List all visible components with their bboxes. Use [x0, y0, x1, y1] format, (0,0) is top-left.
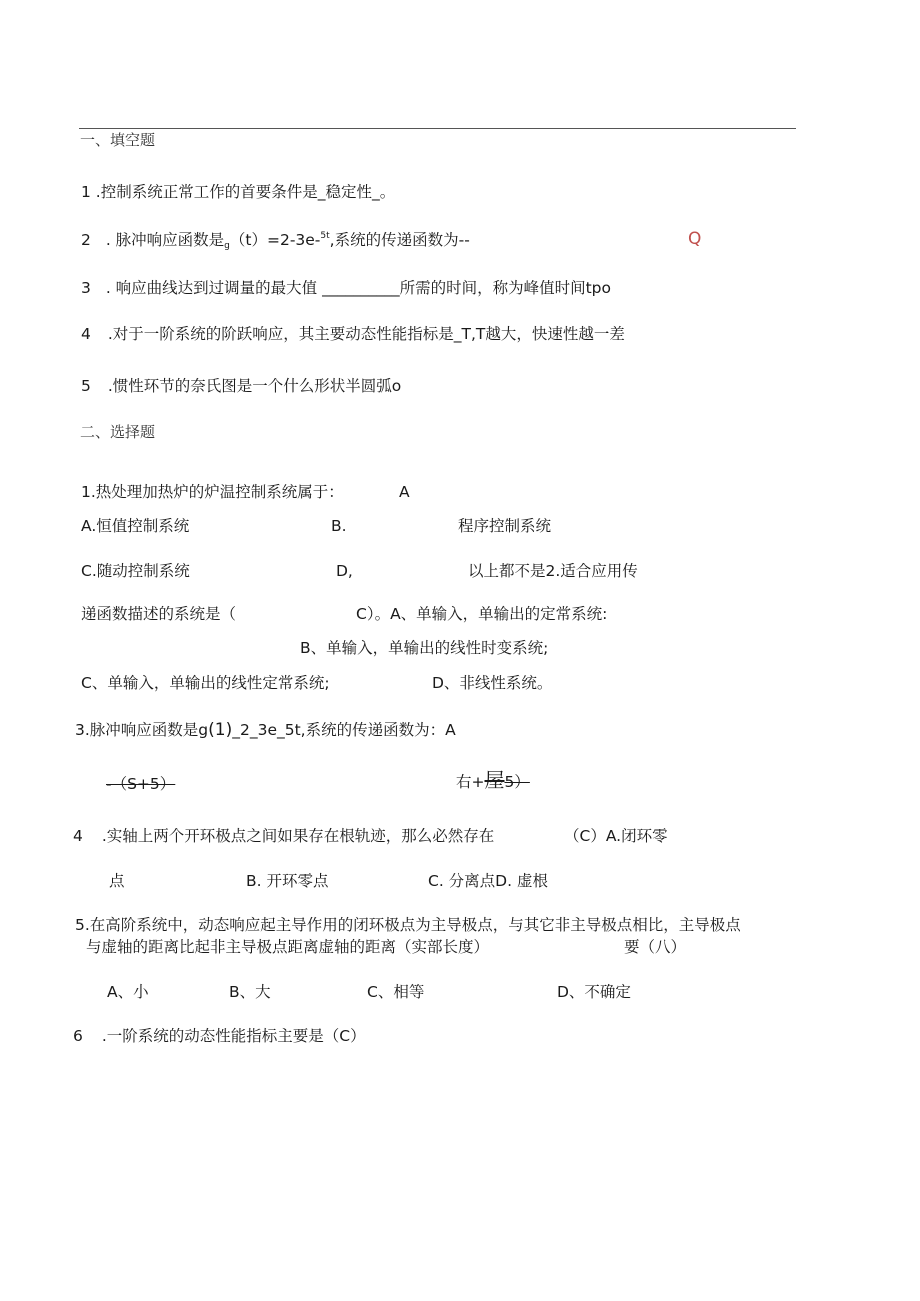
choice-q1-stem: 1.热处理加热炉的炉温控制系统属于： [81, 483, 344, 501]
choice-q4-option-cd: C. 分离点D. 虚根 [428, 872, 548, 890]
fill-q2-exponent: 5t [320, 231, 330, 241]
choice-q2-line1-a: 递函数描述的系统是（ [81, 605, 237, 623]
choice-q1-option-d-text: 以上都不是2.适合应用传 [468, 562, 638, 580]
choice-q3-text-a: 3.脉冲响应函数是g [75, 721, 209, 739]
choice-q4-option-b: B. 开环零点 [246, 872, 329, 890]
choice-q3-text-c: _2_3e_5t,系统的传递函数为：A [232, 721, 456, 739]
choice-q2-line2: B、单输入，单输出的线性时变系统; [300, 639, 549, 657]
choice-q1-option-b-text: 程序控制系统 [458, 517, 552, 535]
choice-q6-number: 6 [73, 1027, 83, 1045]
fill-question-5 [81, 379, 401, 395]
choice-q4-number: 4 [73, 827, 83, 845]
fill-q5-number: 5 [81, 377, 91, 395]
choice-question-4 [73, 829, 494, 845]
fill-q2-text-b: （t）=2-3e- [229, 231, 321, 249]
header-rule [79, 128, 796, 129]
choice-q3-option-2-a: 右+ [456, 773, 485, 791]
fill-question-4 [81, 327, 625, 343]
choice-q5-line1: 5.在高阶系统中，动态响应起主导作用的闭环极点为主导极点，与其它非主导极点相比，主导极点 [75, 916, 741, 934]
choice-q3-option-2-c: 5） [504, 773, 530, 791]
choice-q3-option-2-b: 屋 [484, 768, 505, 792]
fill-q2-text-c: ,系统的传递函数为-- [329, 231, 470, 249]
fill-question-1: 1 .控制系统正常工作的首要条件是_稳定性_。 [81, 183, 396, 201]
fill-q4-number: 4 [81, 325, 91, 343]
choice-q5-tail: 要（八） [624, 938, 687, 956]
fill-q2-mark: Q [688, 229, 702, 249]
fill-q2-number: 2 [81, 231, 91, 249]
fill-q3-number: 3 [81, 279, 91, 297]
choice-q6-text: .一阶系统的动态性能指标主要是（C） [101, 1027, 366, 1045]
choice-q1-option-c: C.随动控制系统 [81, 562, 190, 580]
choice-q3-option-1: -（S+5） [106, 775, 176, 793]
choice-q1-option-b-letter: B. [331, 517, 347, 535]
fill-q4-text: .对于一阶系统的阶跃响应，其主要动态性能指标是_T,T越大，快速性越一差 [107, 325, 625, 343]
choice-q1-answer: A [399, 483, 410, 501]
choice-q3-text-b: (1) [208, 720, 233, 740]
choice-q5-option-b: B、大 [229, 983, 271, 1001]
choice-q5-option-d: D、不确定 [557, 983, 631, 1001]
fill-q5-text: .惯性环节的奈氏图是一个什么形状半圆弧o [107, 377, 402, 395]
choice-question-6 [73, 1029, 366, 1045]
fill-q2-text-a: . 脉冲响应函数是 [105, 231, 225, 249]
fill-question-2 [81, 232, 470, 251]
choice-question-3 [75, 722, 456, 739]
choice-q5-option-a: A、小 [107, 983, 149, 1001]
choice-q2-line3-a: C、单输入，单输出的线性定常系统; [81, 674, 330, 692]
choice-q4-tail: （C）A.闭环零 [564, 827, 668, 845]
choice-q1-option-a: A.恒值控制系统 [81, 517, 190, 535]
fill-question-3 [81, 281, 611, 297]
choice-q4-option-a: 点 [109, 872, 125, 890]
choice-q4-text: .实轴上两个开环极点之间如果存在根轨迹，那么必然存在 [101, 827, 495, 845]
section-title-choice: 二、选择题 [80, 423, 156, 441]
fill-q2-g: g [224, 241, 230, 251]
choice-q5-option-c: C、相等 [367, 983, 425, 1001]
choice-q1-option-d-letter: D, [336, 562, 353, 580]
choice-q5-line2: 与虚轴的距离比起非主导极点距离虚轴的距离（实部长度） [86, 938, 490, 956]
choice-q2-line3-b: D、非线性系统。 [432, 674, 553, 692]
fill-q3-text: . 响应曲线达到过调量的最大值 __________所需的时间，称为峰值时间tpo [105, 279, 611, 297]
section-title-fill-in: 一、填空题 [80, 131, 156, 149]
choice-q3-option-2 [456, 770, 530, 791]
choice-q2-line1-b: C）。A、单输入，单输出的定常系统: [356, 605, 608, 623]
